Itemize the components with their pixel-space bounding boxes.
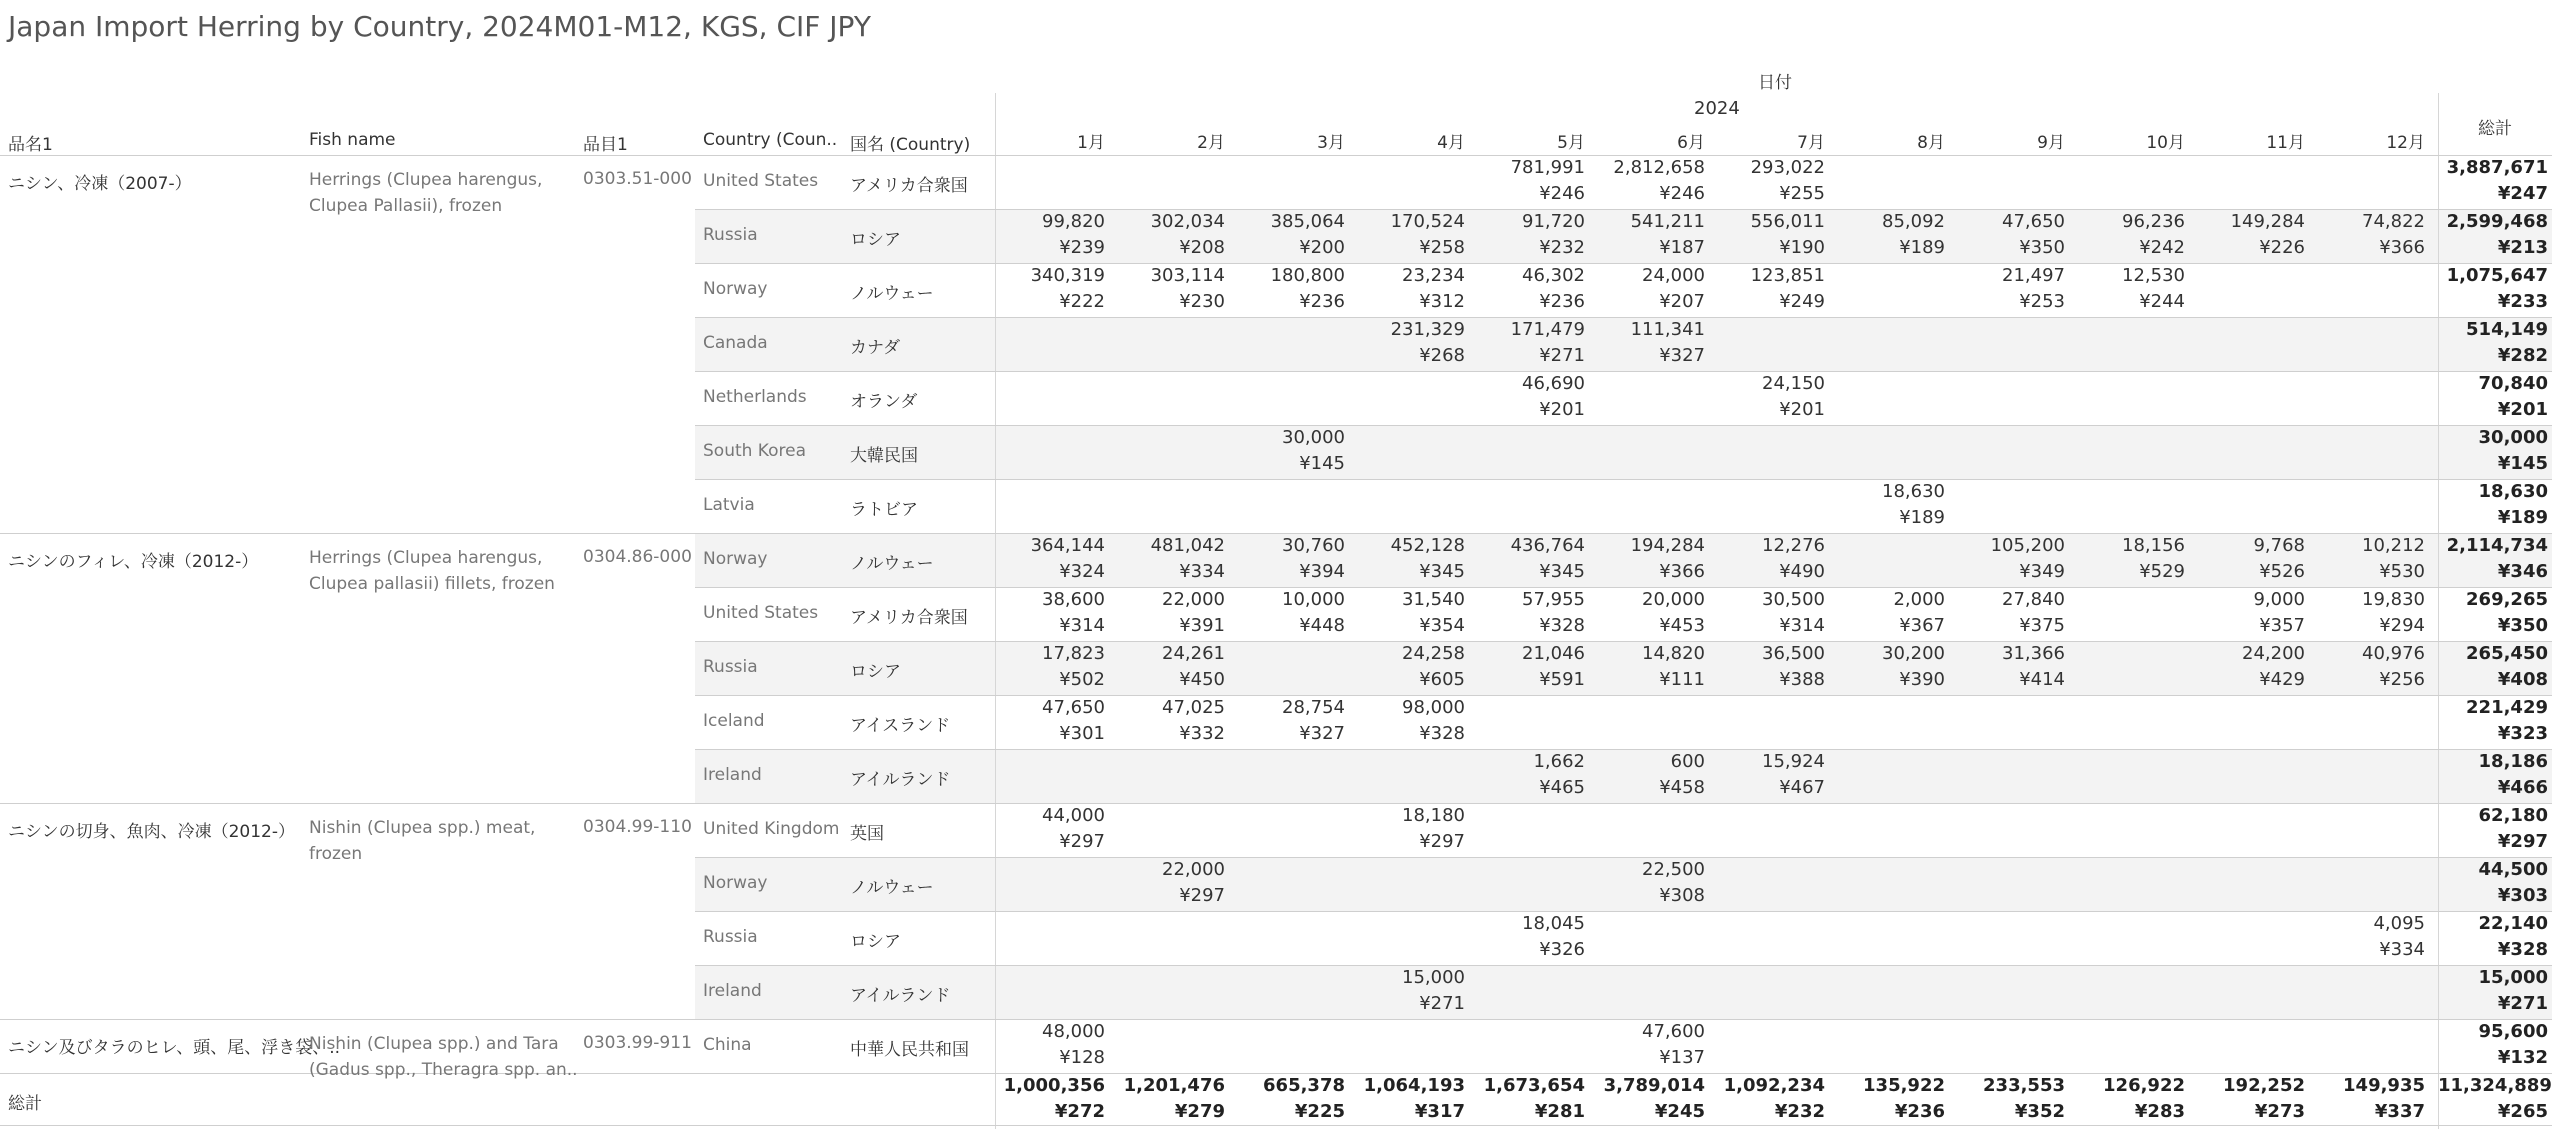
qty-value: 40,976 [2362, 643, 2425, 664]
col-header-fish[interactable]: Fish name [309, 130, 396, 150]
qty-value: 74,822 [2362, 211, 2425, 232]
month-header[interactable]: 2月 [1197, 133, 1225, 153]
qty-value: 22,000 [1162, 859, 1225, 880]
unit-price-value: ¥246 [1659, 183, 1705, 204]
country-name: Russia [703, 225, 758, 245]
qty-value: 38,600 [1042, 589, 1105, 610]
item-name: ニシン及びタラのヒレ、頭、尾、浮き袋、.. [8, 1038, 341, 1058]
country-name-jp: ラトビア [850, 500, 918, 520]
qty-value: 96,236 [2122, 211, 2185, 232]
unit-price-value: ¥297 [1059, 831, 1105, 852]
row-total-qty: 30,000 [2478, 427, 2548, 448]
qty-value: 47,025 [1162, 697, 1225, 718]
hs-code: 0303.51-000 [583, 169, 692, 189]
qty-value: 20,000 [1642, 589, 1705, 610]
country-name: South Korea [703, 441, 807, 461]
qty-value: 10,000 [1282, 589, 1345, 610]
grand-total-qty: 135,922 [1863, 1075, 1945, 1096]
unit-price-value: ¥232 [1539, 237, 1585, 258]
unit-price-value: ¥526 [2259, 561, 2305, 582]
month-header[interactable]: 7月 [1797, 133, 1825, 153]
qty-value: 30,200 [1882, 643, 1945, 664]
unit-price-value: ¥145 [1299, 453, 1345, 474]
qty-value: 293,022 [1750, 157, 1825, 178]
grand-total-price: ¥245 [1654, 1101, 1705, 1122]
unit-price-value: ¥324 [1059, 561, 1105, 582]
unit-price-value: ¥354 [1419, 615, 1465, 636]
unit-price-value: ¥294 [2379, 615, 2425, 636]
unit-price-value: ¥350 [2019, 237, 2065, 258]
unit-price-value: ¥208 [1179, 237, 1225, 258]
unit-price-value: ¥349 [2019, 561, 2065, 582]
month-header[interactable]: 10月 [2146, 133, 2185, 153]
country-name: Ireland [703, 981, 762, 1001]
grand-total-qty: 1,673,654 [1483, 1075, 1585, 1096]
fish-name: Herrings (Clupea harengus, Clupea pallasii) fillets, frozen [309, 548, 555, 594]
qty-value: 302,034 [1150, 211, 1225, 232]
qty-value: 24,000 [1642, 265, 1705, 286]
country-name: United States [703, 603, 819, 623]
qty-value: 44,000 [1042, 805, 1105, 826]
unit-price-value: ¥312 [1419, 291, 1465, 312]
qty-value: 231,329 [1390, 319, 1465, 340]
country-name-jp: アメリカ合衆国 [850, 176, 968, 196]
unit-price-value: ¥207 [1659, 291, 1705, 312]
unit-price-value: ¥239 [1059, 237, 1105, 258]
qty-value: 30,000 [1282, 427, 1345, 448]
grand-total-price: ¥279 [1174, 1101, 1225, 1122]
unit-price-value: ¥327 [1659, 345, 1705, 366]
row-total-price: ¥132 [2497, 1047, 2548, 1068]
grand-total-price: ¥272 [1054, 1101, 1105, 1122]
qty-value: 22,000 [1162, 589, 1225, 610]
country-name: Latvia [703, 495, 755, 515]
unit-price-value: ¥429 [2259, 669, 2305, 690]
qty-value: 31,540 [1402, 589, 1465, 610]
country-name-jp: ロシア [850, 230, 901, 250]
unit-price-value: ¥367 [1899, 615, 1945, 636]
qty-value: 27,840 [2002, 589, 2065, 610]
qty-value: 781,991 [1510, 157, 1585, 178]
country-name-jp: ノルウェー [850, 878, 934, 898]
unit-price-value: ¥201 [1539, 399, 1585, 420]
unit-price-value: ¥530 [2379, 561, 2425, 582]
country-name-jp: ロシア [850, 662, 901, 682]
grid-hline [695, 695, 2552, 696]
qty-value: 2,812,658 [1613, 157, 1705, 178]
unit-price-value: ¥271 [1539, 345, 1585, 366]
year-header: 2024 [1694, 98, 1740, 119]
unit-price-value: ¥128 [1059, 1047, 1105, 1068]
unit-price-value: ¥394 [1299, 561, 1345, 582]
qty-value: 30,760 [1282, 535, 1345, 556]
month-header[interactable]: 8月 [1917, 133, 1945, 153]
qty-value: 18,156 [2122, 535, 2185, 556]
qty-value: 18,045 [1522, 913, 1585, 934]
grand-total-qty: 149,935 [2343, 1075, 2425, 1096]
grand-total-qty: 1,201,476 [1123, 1075, 1225, 1096]
unit-price-value: ¥345 [1539, 561, 1585, 582]
country-name-jp: 大韓民国 [850, 446, 918, 466]
unit-price-value: ¥271 [1419, 993, 1465, 1014]
grand-total-qty: 1,092,234 [1723, 1075, 1825, 1096]
unit-price-value: ¥314 [1779, 615, 1825, 636]
qty-value: 111,341 [1630, 319, 1705, 340]
col-header-total[interactable]: 総計 [2478, 119, 2512, 139]
qty-value: 91,720 [1522, 211, 1585, 232]
unit-price-value: ¥366 [1659, 561, 1705, 582]
unit-price-value: ¥467 [1779, 777, 1825, 798]
qty-value: 30,500 [1762, 589, 1825, 610]
qty-value: 99,820 [1042, 211, 1105, 232]
qty-value: 600 [1670, 751, 1705, 772]
month-header[interactable]: 3月 [1317, 133, 1345, 153]
unit-price-value: ¥334 [2379, 939, 2425, 960]
row-total-price: ¥213 [2497, 237, 2548, 258]
unit-price-value: ¥502 [1059, 669, 1105, 690]
unit-price-value: ¥189 [1899, 507, 1945, 528]
unit-price-value: ¥529 [2139, 561, 2185, 582]
qty-value: 24,200 [2242, 643, 2305, 664]
country-name: Iceland [703, 711, 765, 731]
unit-price-value: ¥111 [1659, 669, 1705, 690]
unit-price-value: ¥201 [1779, 399, 1825, 420]
row-total-qty: 70,840 [2478, 373, 2548, 394]
unit-price-value: ¥334 [1179, 561, 1225, 582]
row-total-price: ¥297 [2497, 831, 2548, 852]
qty-value: 149,284 [2230, 211, 2305, 232]
grand-total-price: ¥232 [1774, 1101, 1825, 1122]
unit-price-value: ¥328 [1539, 615, 1585, 636]
row-total-qty: 18,186 [2478, 751, 2548, 772]
country-name: United States [703, 171, 819, 191]
unit-price-value: ¥200 [1299, 237, 1345, 258]
unit-price-value: ¥458 [1659, 777, 1705, 798]
qty-value: 2,000 [1893, 589, 1945, 610]
qty-value: 19,830 [2362, 589, 2425, 610]
unit-price-value: ¥391 [1179, 615, 1225, 636]
grand-total-price: ¥283 [2134, 1101, 2185, 1122]
unit-price-value: ¥256 [2379, 669, 2425, 690]
grid-hline [0, 155, 2552, 156]
unit-price-value: ¥137 [1659, 1047, 1705, 1068]
qty-value: 556,011 [1750, 211, 1825, 232]
month-header[interactable]: 4月 [1437, 133, 1465, 153]
unit-price-value: ¥465 [1539, 777, 1585, 798]
qty-value: 180,800 [1270, 265, 1345, 286]
unit-price-value: ¥249 [1779, 291, 1825, 312]
row-total-price: ¥145 [2497, 453, 2548, 474]
country-name-jp: ノルウェー [850, 554, 934, 574]
qty-value: 340,319 [1030, 265, 1105, 286]
qty-value: 123,851 [1750, 265, 1825, 286]
date-header: 日付 [1758, 73, 1792, 93]
country-name-jp: アイルランド [850, 770, 951, 790]
col-header-code[interactable]: 品目1 [583, 135, 628, 155]
country-name: Norway [703, 279, 768, 299]
country-name-jp: 中華人民共和国 [850, 1040, 969, 1060]
unit-price-value: ¥314 [1059, 615, 1105, 636]
country-name: Netherlands [703, 387, 807, 407]
unit-price-value: ¥226 [2259, 237, 2305, 258]
unit-price-value: ¥332 [1179, 723, 1225, 744]
unit-price-value: ¥448 [1299, 615, 1345, 636]
month-header[interactable]: 6月 [1677, 133, 1705, 153]
country-name-jp: オランダ [850, 392, 918, 412]
qty-value: 170,524 [1390, 211, 1465, 232]
row-total-qty: 2,114,734 [2446, 535, 2548, 556]
qty-value: 22,500 [1642, 859, 1705, 880]
qty-value: 14,820 [1642, 643, 1705, 664]
row-total-qty: 22,140 [2478, 913, 2548, 934]
grand-total-price: ¥281 [1534, 1101, 1585, 1122]
row-total-qty: 514,149 [2466, 319, 2548, 340]
row-total-qty: 221,429 [2466, 697, 2548, 718]
fish-name: Herrings (Clupea harengus, Clupea Pallasii), frozen [309, 170, 543, 216]
grid-hline [695, 425, 2552, 426]
qty-value: 12,276 [1762, 535, 1825, 556]
country-name: Russia [703, 657, 758, 677]
country-name-jp: ロシア [850, 932, 901, 952]
grid-hline [695, 479, 2552, 480]
country-name-jp: アイルランド [850, 986, 951, 1006]
qty-value: 46,690 [1522, 373, 1585, 394]
qty-value: 12,530 [2122, 265, 2185, 286]
unit-price-value: ¥605 [1419, 669, 1465, 690]
month-header[interactable]: 5月 [1557, 133, 1585, 153]
country-name: Ireland [703, 765, 762, 785]
qty-value: 15,000 [1402, 967, 1465, 988]
qty-value: 57,955 [1522, 589, 1585, 610]
row-total-price: ¥247 [2497, 183, 2548, 204]
unit-price-value: ¥236 [1299, 291, 1345, 312]
country-name: Norway [703, 873, 768, 893]
country-name-jp: アメリカ合衆国 [850, 608, 968, 628]
country-name-jp: カナダ [850, 338, 901, 358]
unit-price-value: ¥253 [2019, 291, 2065, 312]
qty-value: 4,095 [2373, 913, 2425, 934]
qty-value: 481,042 [1150, 535, 1225, 556]
qty-value: 18,630 [1882, 481, 1945, 502]
row-total-qty: 62,180 [2478, 805, 2548, 826]
unit-price-value: ¥187 [1659, 237, 1705, 258]
unit-price-value: ¥450 [1179, 669, 1225, 690]
country-name: Canada [703, 333, 768, 353]
grand-total-price: ¥236 [1894, 1101, 1945, 1122]
unit-price-value: ¥414 [2019, 669, 2065, 690]
row-total-price: ¥408 [2497, 669, 2548, 690]
qty-value: 21,046 [1522, 643, 1585, 664]
grand-total-qty: 11,324,889 [2438, 1075, 2552, 1096]
country-name-jp: 英国 [850, 824, 884, 844]
country-name: Russia [703, 927, 758, 947]
row-total-price: ¥323 [2497, 723, 2548, 744]
grand-total-qty: 1,000,356 [1003, 1075, 1105, 1096]
qty-value: 10,212 [2362, 535, 2425, 556]
grid-hline [695, 911, 2552, 912]
unit-price-value: ¥327 [1299, 723, 1345, 744]
unit-price-value: ¥326 [1539, 939, 1585, 960]
qty-value: 98,000 [1402, 697, 1465, 718]
qty-value: 541,211 [1630, 211, 1705, 232]
col-header-item[interactable]: 品名1 [8, 135, 53, 155]
unit-price-value: ¥230 [1179, 291, 1225, 312]
qty-value: 303,114 [1150, 265, 1225, 286]
unit-price-value: ¥345 [1419, 561, 1465, 582]
qty-value: 28,754 [1282, 697, 1345, 718]
row-total-price: ¥303 [2497, 885, 2548, 906]
country-name-jp: アイスランド [850, 716, 951, 736]
qty-value: 24,258 [1402, 643, 1465, 664]
country-name: United Kingdom [703, 819, 840, 839]
qty-value: 36,500 [1762, 643, 1825, 664]
grand-total-price: ¥317 [1414, 1101, 1465, 1122]
qty-value: 23,234 [1402, 265, 1465, 286]
unit-price-value: ¥189 [1899, 237, 1945, 258]
unit-price-value: ¥244 [2139, 291, 2185, 312]
hs-code: 0304.99-110 [583, 817, 692, 837]
unit-price-value: ¥255 [1779, 183, 1825, 204]
country-name-jp: ノルウェー [850, 284, 934, 304]
grid-hline [695, 371, 2552, 372]
unit-price-value: ¥591 [1539, 669, 1585, 690]
unit-price-value: ¥258 [1419, 237, 1465, 258]
qty-value: 24,261 [1162, 643, 1225, 664]
country-name: Norway [703, 549, 768, 569]
row-total-price: ¥346 [2497, 561, 2548, 582]
item-name: ニシン、冷凍（2007-） [8, 174, 192, 194]
item-name: ニシンの切身、魚肉、冷凍（2012-） [8, 822, 295, 842]
col-header-country-jp[interactable]: 国名 (Country) [850, 135, 971, 155]
row-total-qty: 269,265 [2466, 589, 2548, 610]
qty-value: 21,497 [2002, 265, 2065, 286]
qty-value: 48,000 [1042, 1021, 1105, 1042]
grand-total-label: 総計 [8, 1094, 42, 1114]
grand-total-price: ¥273 [2254, 1101, 2305, 1122]
grand-total-qty: 1,064,193 [1363, 1075, 1465, 1096]
grand-total-price: ¥225 [1294, 1101, 1345, 1122]
unit-price-value: ¥357 [2259, 615, 2305, 636]
unit-price-value: ¥236 [1539, 291, 1585, 312]
qty-value: 46,302 [1522, 265, 1585, 286]
unit-price-value: ¥490 [1779, 561, 1825, 582]
qty-value: 85,092 [1882, 211, 1945, 232]
unit-price-value: ¥297 [1419, 831, 1465, 852]
row-total-qty: 15,000 [2478, 967, 2548, 988]
qty-value: 24,150 [1762, 373, 1825, 394]
row-total-price: ¥189 [2497, 507, 2548, 528]
page-title: Japan Import Herring by Country, 2024M01-M12, KGS, CIF JPY [8, 10, 871, 43]
qty-value: 17,823 [1042, 643, 1105, 664]
grand-total-price: ¥352 [2014, 1101, 2065, 1122]
unit-price-value: ¥268 [1419, 345, 1465, 366]
row-total-qty: 2,599,468 [2446, 211, 2548, 232]
row-total-qty: 3,887,671 [2446, 157, 2548, 178]
grand-total-qty: 3,789,014 [1603, 1075, 1705, 1096]
row-total-price: ¥328 [2497, 939, 2548, 960]
grand-total-price: ¥337 [2374, 1101, 2425, 1122]
qty-value: 452,128 [1390, 535, 1465, 556]
qty-value: 385,064 [1270, 211, 1345, 232]
month-header[interactable]: 9月 [2037, 133, 2065, 153]
grid-hline [695, 965, 2552, 966]
unit-price-value: ¥190 [1779, 237, 1825, 258]
unit-price-value: ¥328 [1419, 723, 1465, 744]
grid-hline [0, 1125, 2552, 1126]
unit-price-value: ¥301 [1059, 723, 1105, 744]
fish-name: Nishin (Clupea spp.) meat, frozen [309, 818, 536, 864]
qty-value: 18,180 [1402, 805, 1465, 826]
unit-price-value: ¥390 [1899, 669, 1945, 690]
grand-total-qty: 233,553 [1983, 1075, 2065, 1096]
month-header[interactable]: 12月 [2386, 133, 2425, 153]
country-name: China [703, 1035, 752, 1055]
row-total-price: ¥466 [2497, 777, 2548, 798]
qty-value: 171,479 [1510, 319, 1585, 340]
qty-value: 47,600 [1642, 1021, 1705, 1042]
hs-code: 0303.99-911 [583, 1033, 692, 1053]
qty-value: 31,366 [2002, 643, 2065, 664]
month-header[interactable]: 11月 [2266, 133, 2305, 153]
row-total-price: ¥233 [2497, 291, 2548, 312]
row-total-qty: 18,630 [2478, 481, 2548, 502]
grand-total-price: ¥265 [2497, 1101, 2548, 1122]
unit-price-value: ¥388 [1779, 669, 1825, 690]
qty-value: 364,144 [1030, 535, 1105, 556]
grid-hline [0, 803, 2552, 804]
unit-price-value: ¥453 [1659, 615, 1705, 636]
row-total-price: ¥282 [2497, 345, 2548, 366]
grand-total-qty: 126,922 [2103, 1075, 2185, 1096]
unit-price-value: ¥297 [1179, 885, 1225, 906]
row-total-qty: 44,500 [2478, 859, 2548, 880]
unit-price-value: ¥242 [2139, 237, 2185, 258]
unit-price-value: ¥222 [1059, 291, 1105, 312]
qty-value: 15,924 [1762, 751, 1825, 772]
row-total-qty: 265,450 [2466, 643, 2548, 664]
qty-value: 9,000 [2253, 589, 2305, 610]
grid-hline [0, 1019, 2552, 1020]
qty-value: 105,200 [1990, 535, 2065, 556]
hs-code: 0304.86-000 [583, 547, 692, 567]
unit-price-value: ¥246 [1539, 183, 1585, 204]
fish-name: Nishin (Clupea spp.) and Tara (Gadus spp., Theragra spp. an.. [309, 1034, 578, 1080]
col-header-country[interactable]: Country (Coun.. [703, 130, 838, 150]
row-total-qty: 95,600 [2478, 1021, 2548, 1042]
qty-value: 9,768 [2253, 535, 2305, 556]
row-total-qty: 1,075,647 [2446, 265, 2548, 286]
row-total-price: ¥271 [2497, 993, 2548, 1014]
row-total-price: ¥350 [2497, 615, 2548, 636]
unit-price-value: ¥366 [2379, 237, 2425, 258]
item-name: ニシンのフィレ、冷凍（2012-） [8, 552, 259, 572]
month-header[interactable]: 1月 [1077, 133, 1105, 153]
grand-total-qty: 192,252 [2223, 1075, 2305, 1096]
qty-value: 47,650 [2002, 211, 2065, 232]
grand-total-qty: 665,378 [1263, 1075, 1345, 1096]
unit-price-value: ¥375 [2019, 615, 2065, 636]
qty-value: 194,284 [1630, 535, 1705, 556]
qty-value: 47,650 [1042, 697, 1105, 718]
qty-value: 1,662 [1533, 751, 1585, 772]
unit-price-value: ¥308 [1659, 885, 1705, 906]
qty-value: 436,764 [1510, 535, 1585, 556]
row-total-price: ¥201 [2497, 399, 2548, 420]
